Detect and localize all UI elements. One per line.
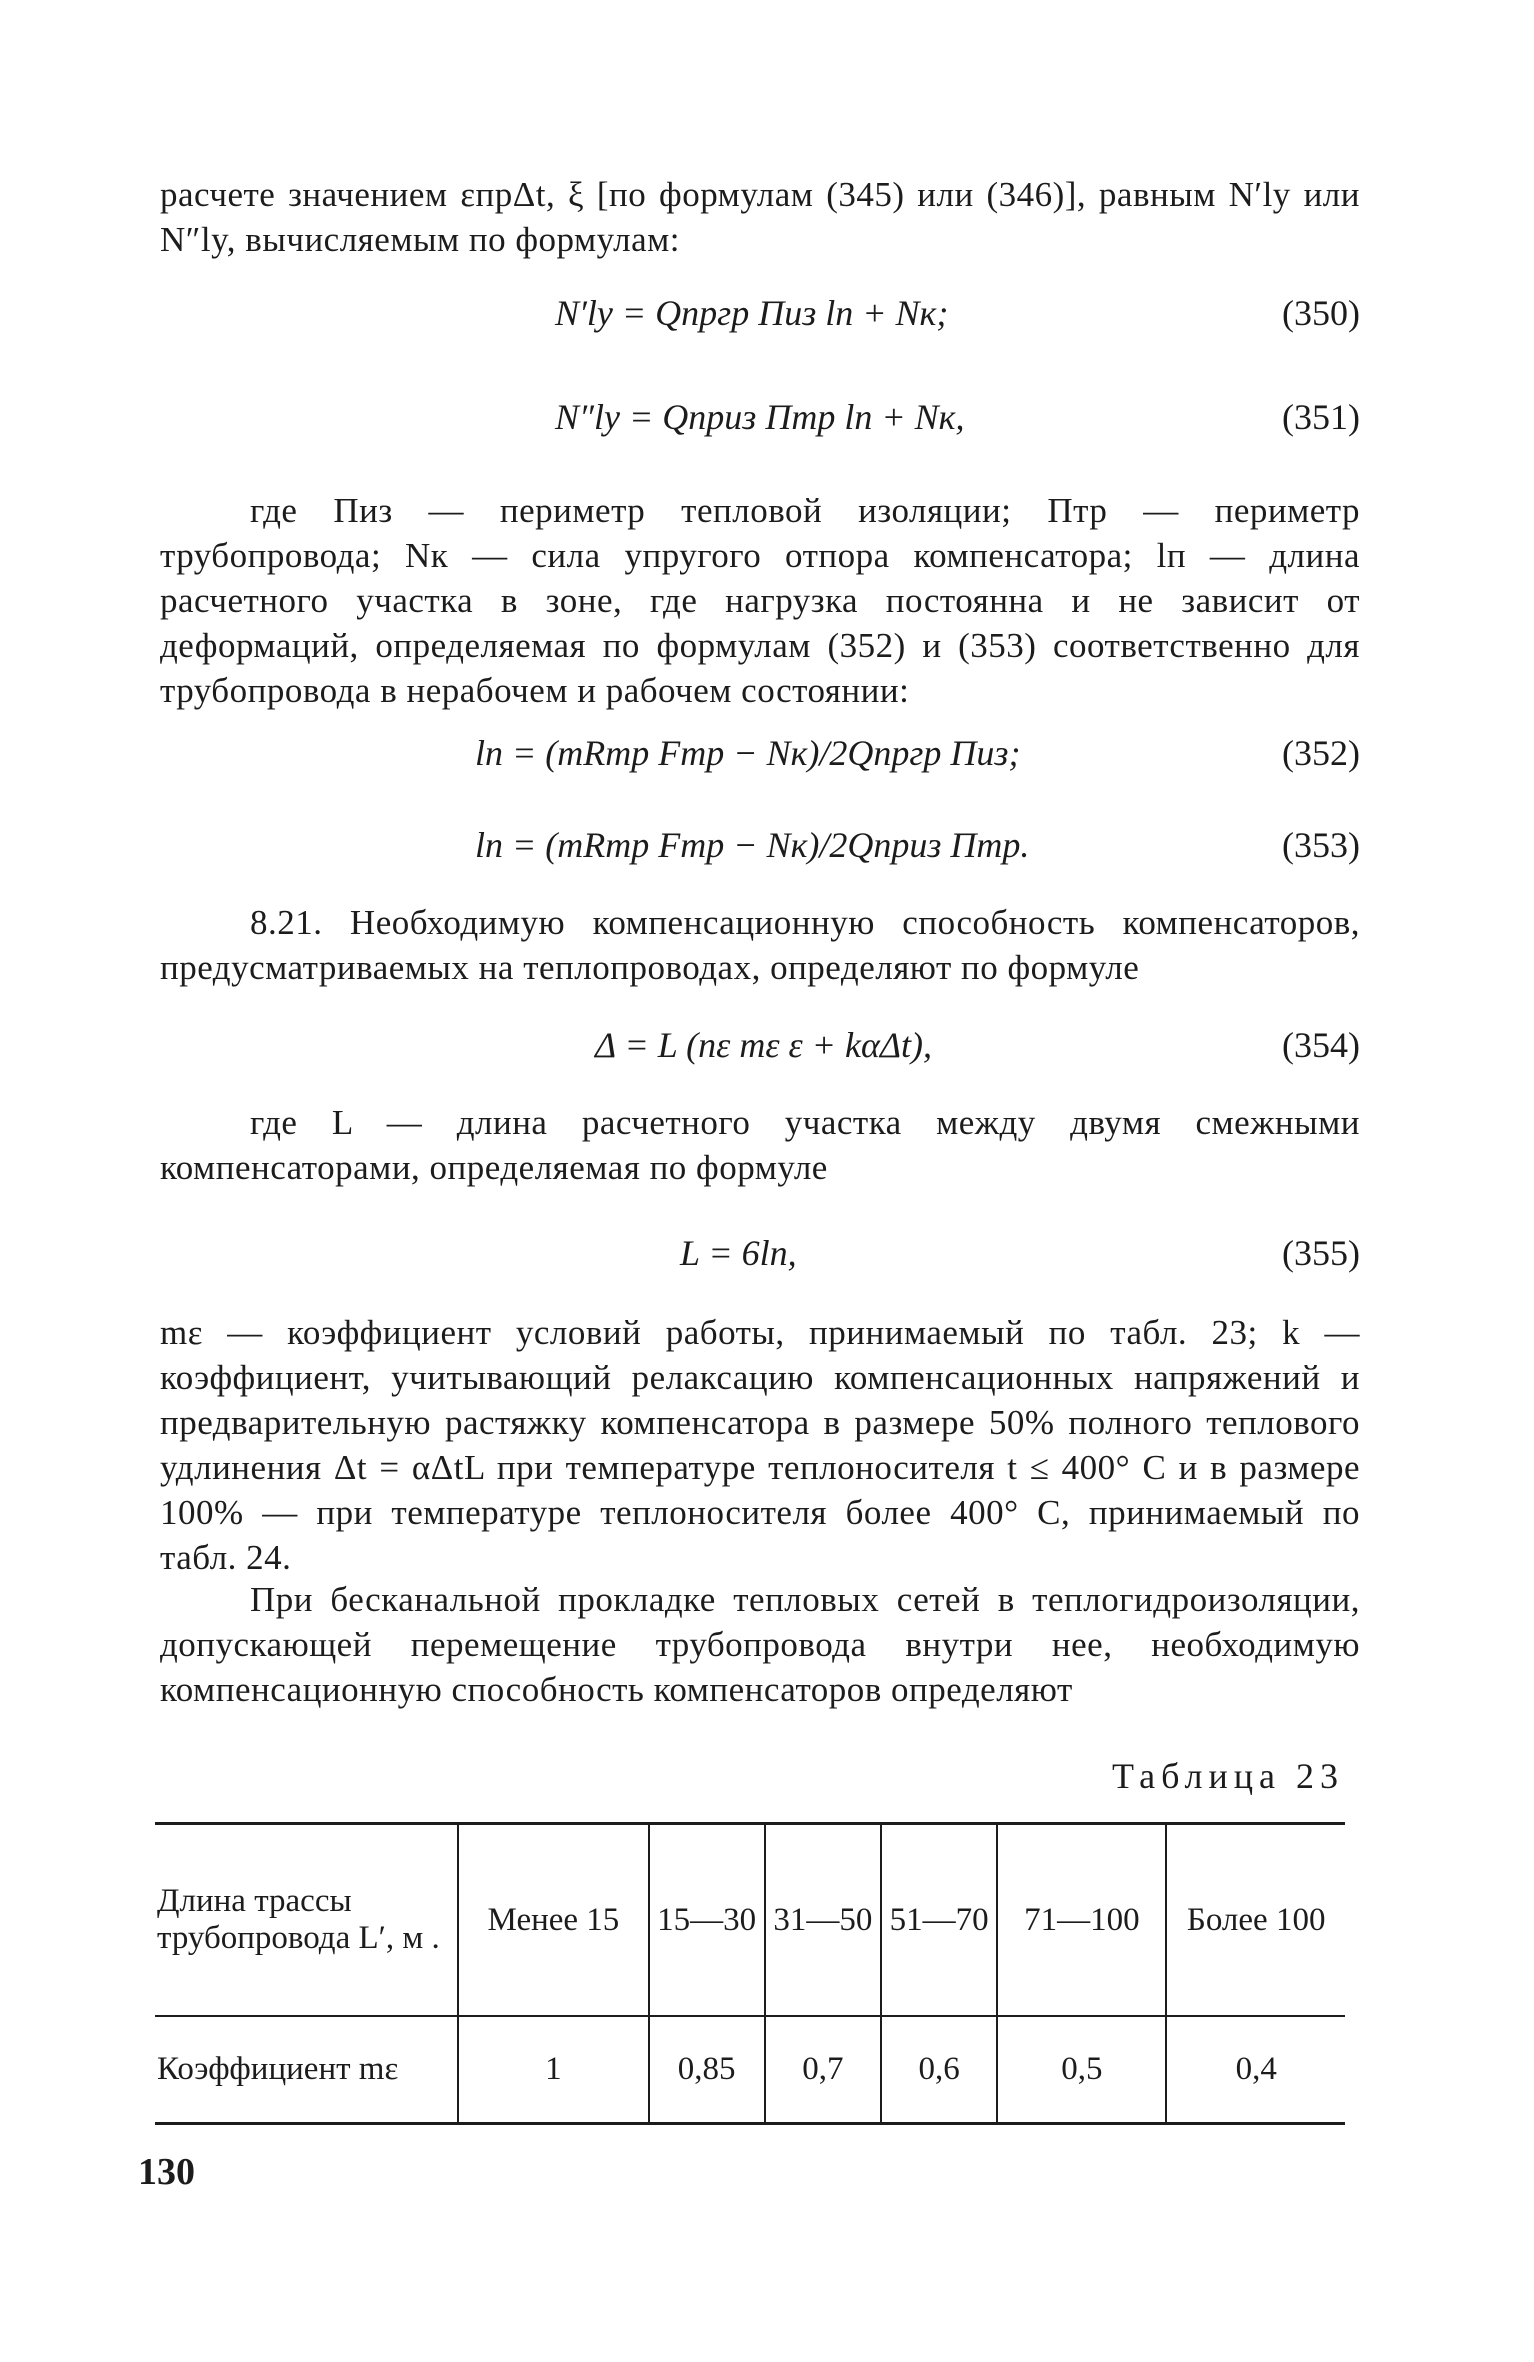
formula-355-expression: L = 6lп, [680,1233,797,1273]
table-cell: 0,5 [997,2016,1166,2124]
page-number: 130 [138,2151,195,2193]
table-header-cell: 71—100 [997,1824,1166,2017]
table-header-cell: Более 100 [1166,1824,1345,2017]
table-header-cell: 51—70 [881,1824,997,2017]
table-caption: Таблица 23 [1112,1756,1344,1796]
formula-355 [160,1228,1360,1278]
paragraph-length-definition: где L — длина расчетного участка между двумя смежными компенсаторами, определяемая по формуле [160,1103,1360,1187]
paragraph-section-8-21: 8.21. Необходимую компенсационную способность компенсаторов, предусматриваемых на теплопроводах, определяют по формуле [160,903,1360,987]
formula-351-expression: N″ly = Qприз Птр lп + Nк, [555,397,965,437]
formula-354 [160,1020,1360,1070]
table-header-cell: Длина трассы трубопровода L′, м . [155,1824,458,2017]
formula-350 [160,288,1360,338]
formula-353 [160,820,1360,870]
formula-354-number: (354) [1282,1025,1360,1065]
table-cell: 1 [458,2016,648,2124]
formula-350-expression: N′ly = Qпргр Пиз lп + Nк; [555,293,949,333]
paragraph-definitions: где Пиз — периметр тепловой изоляции; Птр — периметр трубопровода; Nк — сила упругого отпора компенсатора; lп — длина расчетного участка в зоне, где нагрузка постоянна и не зависит от деформаций, определяемая по формулам (352) и (353) соответственно для трубопровода в нерабочем и рабочем состоянии: [160,491,1360,710]
formula-350-number: (350) [1282,293,1360,333]
table-header-cell: 15—30 [649,1824,765,2017]
table-cell: 0,4 [1166,2016,1345,2124]
formula-351-number: (351) [1282,397,1360,437]
formula-353-number: (353) [1282,825,1360,865]
formula-355-number: (355) [1282,1233,1360,1273]
table-cell: Коэффициент mε [157,2051,399,2087]
table-cell: 0,85 [649,2016,765,2124]
paragraph-channelless: При бесканальной прокладке тепловых сетей в теплогидроизоляции, допускающей перемещение трубопровода внутри нее, необходимую компенсационную способность компенсаторов определяют [160,1580,1360,1709]
table-row [155,2016,1345,2124]
formula-352 [160,728,1360,778]
formula-353-expression: lп = (mRтр Fтр − Nк)/2Qприз Птр. [475,825,1030,865]
paragraph-coefficients: mε — коэффициент условий работы, принимаемый по табл. 23; k — коэффициент, учитывающий релаксацию компенсационных напряжений и предварительную растяжку компенсатора в размере 50% полного теплового удлинения Δt = αΔtL при температуре теплоносителя t ≤ 400° С и в размере 100% — при температуре теплоносителя более 400° С, принимаемый по табл. 24. [160,1313,1360,1577]
table-header-cell: Менее 15 [458,1824,648,2017]
formula-352-expression: lп = (mRтр Fтр − Nк)/2Qпргр Пиз; [475,733,1021,773]
table-header-row [155,1824,1345,2017]
paragraph-intro: расчете значением εпрΔt, ξ [по формулам (345) или (346)], равным N′ly или N″ly, вычисляемым по формулам: [160,175,1360,259]
table-cell: 0,6 [881,2016,997,2124]
formula-354-expression: Δ = L (nε mε ε + kαΔt), [595,1025,932,1065]
formula-352-number: (352) [1282,733,1360,773]
table-23 [155,1822,1345,2125]
table-cell: 0,7 [765,2016,881,2124]
formula-351 [160,392,1360,442]
table-header-cell: 31—50 [765,1824,881,2017]
